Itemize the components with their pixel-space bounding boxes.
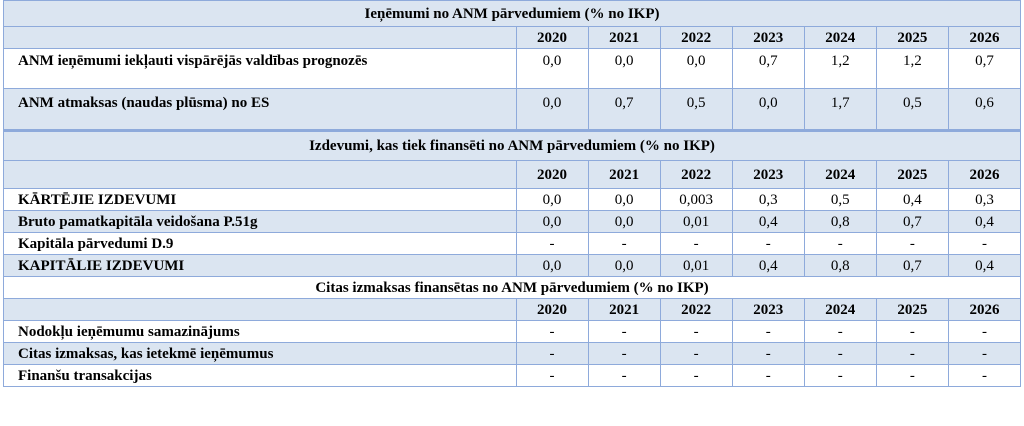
year-header: 2024 xyxy=(804,27,876,49)
cell-value: - xyxy=(660,321,732,343)
cell-value: 0,7 xyxy=(588,89,660,131)
row-label: ANM atmaksas (naudas plūsma) no ES xyxy=(4,89,517,131)
cell-value: - xyxy=(948,365,1020,387)
cell-value: - xyxy=(588,321,660,343)
cell-value: - xyxy=(660,365,732,387)
row-label: Kapitāla pārvedumi D.9 xyxy=(4,233,517,255)
cell-value: 0,0 xyxy=(660,49,732,89)
cell-value: 0,0 xyxy=(516,211,588,233)
cell-value: 1,2 xyxy=(804,49,876,89)
cell-value: 0,0 xyxy=(588,255,660,277)
cell-value: 0,5 xyxy=(876,89,948,131)
year-header: 2020 xyxy=(516,27,588,49)
cell-value: 0,7 xyxy=(732,49,804,89)
cell-value: - xyxy=(660,233,732,255)
cell-value: 0,4 xyxy=(876,189,948,211)
cell-value: - xyxy=(588,233,660,255)
table-row xyxy=(4,189,1021,211)
cell-value: 0,0 xyxy=(588,189,660,211)
cell-value: 0,4 xyxy=(948,211,1020,233)
cell-value: 1,2 xyxy=(876,49,948,89)
cell-value: - xyxy=(588,365,660,387)
cell-value: - xyxy=(876,365,948,387)
year-header: 2021 xyxy=(588,161,660,189)
cell-value: - xyxy=(948,343,1020,365)
cell-value: 0,01 xyxy=(660,255,732,277)
cell-value: 0,0 xyxy=(732,89,804,131)
cell-value: - xyxy=(588,343,660,365)
section2-title: Izdevumi, kas tiek finansēti no ANM pārvedumiem (% no IKP) xyxy=(4,131,1021,161)
cell-value: 0,0 xyxy=(516,189,588,211)
row-label: ANM ieņēmumi iekļauti vispārējās valdības prognozēs xyxy=(4,49,517,89)
table-row xyxy=(4,255,1021,277)
year-header: 2020 xyxy=(516,299,588,321)
cell-value: - xyxy=(732,233,804,255)
year-header: 2023 xyxy=(732,27,804,49)
cell-value: - xyxy=(732,343,804,365)
cell-value: - xyxy=(732,321,804,343)
year-header: 2026 xyxy=(948,161,1020,189)
year-header: 2021 xyxy=(588,27,660,49)
row-label: Citas izmaksas, kas ietekmē ieņēmumus xyxy=(4,343,517,365)
cell-value: 0,7 xyxy=(876,211,948,233)
row-label: Nodokļu ieņēmumu samazinājums xyxy=(4,321,517,343)
cell-value: - xyxy=(804,321,876,343)
year-header: 2024 xyxy=(804,299,876,321)
cell-value: 0,0 xyxy=(588,211,660,233)
cell-value: - xyxy=(732,365,804,387)
section3-title-row xyxy=(4,277,1021,299)
cell-value: 0,5 xyxy=(660,89,732,131)
cell-value: - xyxy=(876,343,948,365)
cell-value: 0,0 xyxy=(516,255,588,277)
cell-value: 1,7 xyxy=(804,89,876,131)
cell-value: 0,003 xyxy=(660,189,732,211)
cell-value: - xyxy=(660,343,732,365)
cell-value: - xyxy=(804,233,876,255)
cell-value: - xyxy=(876,321,948,343)
cell-value: 0,4 xyxy=(948,255,1020,277)
cell-value: 0,8 xyxy=(804,255,876,277)
table-row xyxy=(4,343,1021,365)
cell-value: 0,01 xyxy=(660,211,732,233)
cell-value: 0,3 xyxy=(948,189,1020,211)
year-header: 2022 xyxy=(660,27,732,49)
cell-value: - xyxy=(516,321,588,343)
row-label: Finanšu transakcijas xyxy=(4,365,517,387)
table-row xyxy=(4,321,1021,343)
section3-title: Citas izmaksas finansētas no ANM pārvedumiem (% no IKP) xyxy=(4,277,1021,299)
year-header-blank xyxy=(4,27,517,49)
rrf-table xyxy=(3,0,1021,387)
cell-value: 0,6 xyxy=(948,89,1020,131)
year-header: 2025 xyxy=(876,27,948,49)
year-header: 2025 xyxy=(876,161,948,189)
section2-title-row xyxy=(4,131,1021,161)
cell-value: 0,5 xyxy=(804,189,876,211)
cell-value: - xyxy=(516,233,588,255)
row-label: KĀRTĒJIE IZDEVUMI xyxy=(4,189,517,211)
table-row xyxy=(4,211,1021,233)
cell-value: 0,8 xyxy=(804,211,876,233)
year-header: 2023 xyxy=(732,299,804,321)
section2-year-header xyxy=(4,161,1021,189)
cell-value: 0,3 xyxy=(732,189,804,211)
table-row xyxy=(4,49,1021,89)
year-header: 2026 xyxy=(948,27,1020,49)
cell-value: - xyxy=(516,343,588,365)
cell-value: - xyxy=(804,343,876,365)
cell-value: 0,0 xyxy=(588,49,660,89)
cell-value: - xyxy=(876,233,948,255)
cell-value: - xyxy=(948,233,1020,255)
row-label: KAPITĀLIE IZDEVUMI xyxy=(4,255,517,277)
cell-value: 0,7 xyxy=(948,49,1020,89)
year-header-blank xyxy=(4,299,517,321)
section1-year-header xyxy=(4,27,1021,49)
year-header: 2020 xyxy=(516,161,588,189)
cell-value: 0,4 xyxy=(732,255,804,277)
year-header-blank xyxy=(4,161,517,189)
table-row xyxy=(4,233,1021,255)
table-row xyxy=(4,89,1021,131)
cell-value: - xyxy=(948,321,1020,343)
cell-value: - xyxy=(516,365,588,387)
cell-value: 0,0 xyxy=(516,89,588,131)
year-header: 2025 xyxy=(876,299,948,321)
cell-value: 0,7 xyxy=(876,255,948,277)
year-header: 2024 xyxy=(804,161,876,189)
year-header: 2022 xyxy=(660,161,732,189)
section3-year-header xyxy=(4,299,1021,321)
year-header: 2021 xyxy=(588,299,660,321)
cell-value: 0,4 xyxy=(732,211,804,233)
year-header: 2022 xyxy=(660,299,732,321)
table-row xyxy=(4,365,1021,387)
section1-title-row xyxy=(4,1,1021,27)
year-header: 2026 xyxy=(948,299,1020,321)
row-label: Bruto pamatkapitāla veidošana P.51g xyxy=(4,211,517,233)
year-header: 2023 xyxy=(732,161,804,189)
cell-value: 0,0 xyxy=(516,49,588,89)
section1-title: Ieņēmumi no ANM pārvedumiem (% no IKP) xyxy=(4,1,1021,27)
cell-value: - xyxy=(804,365,876,387)
